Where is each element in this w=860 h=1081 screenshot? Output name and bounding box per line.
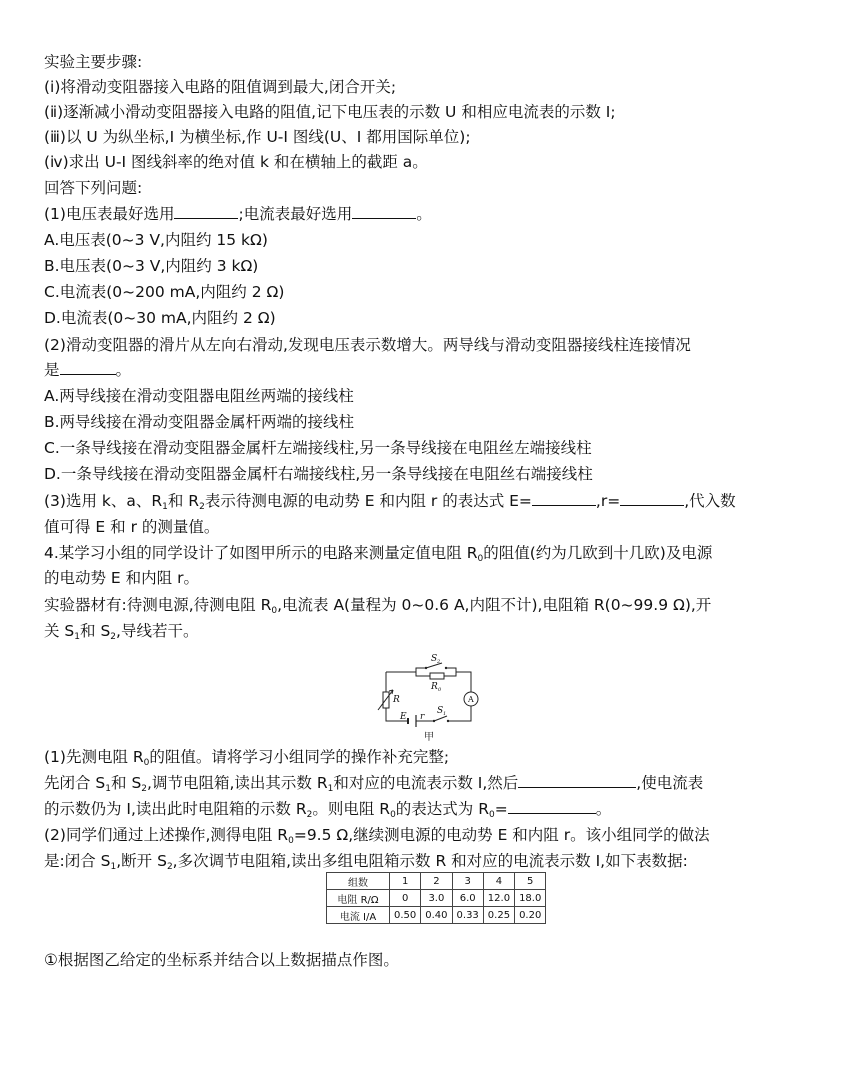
option-line: C.电流表(0~200 mA,内阻约 2 Ω) — [44, 283, 285, 301]
text-line: 是:闭合 $S_1$,断开 $S_2$,多次调节电阻箱,读出多组电阻箱示数 R 和对应的电流表示数 I,如下表数据: — [44, 852, 688, 872]
text-line: 的电动势 E 和内阻 r。 — [44, 569, 199, 587]
table-header-cell: 组数 — [327, 873, 390, 890]
question-line: (2)滑动变阻器的滑片从左向右滑动,发现电压表示数增大。两导线与滑动变阻器接线柱连接情况 — [44, 336, 691, 354]
table-cell: 6.0 — [452, 890, 483, 907]
option-line: A.电压表(0~3 V,内阻约 15 kΩ) — [44, 231, 268, 249]
question-line: (1)先测电阻 $R_0$的阻值。请将学习小组同学的操作补充完整; — [44, 748, 450, 768]
circuit-diagram — [376, 650, 496, 740]
question-line: 是 。 — [44, 361, 132, 379]
text-line: 的示数仍为 I,读出此时电阻箱的示数 $R_2$。则电阻 $R_0$的表达式为 $R_0=$ 。 — [44, 800, 612, 820]
text-line: 实验器材有:待测电源,待测电阻 $R_0$,电流表 A(量程为 0~0.6 A,内阻不计),电阻箱 R(0~99.9 Ω),开 — [44, 596, 712, 616]
answer-blank[interactable] — [174, 204, 238, 219]
table-header-cell: 4 — [483, 873, 514, 890]
label-s2: S — [431, 654, 438, 664]
svg-text:2: 2 — [437, 659, 441, 665]
svg-text:0: 0 — [438, 687, 442, 693]
table-header-cell: 5 — [515, 873, 546, 890]
wire — [416, 672, 430, 676]
answer-blank[interactable] — [532, 491, 596, 506]
table-cell: 18.0 — [515, 890, 546, 907]
text-line: (ⅲ)以 U 为纵坐标,I 为横坐标,作 U-I 图线(U、I 都用国际单位); — [44, 128, 471, 146]
text-line: (ⅱ)逐渐减小滑动变阻器接入电路的阻值,记下电压表的示数 U 和相应电流表的示数 I; — [44, 103, 616, 121]
table-cell: 0 — [390, 890, 421, 907]
text-line: ①根据图乙给定的坐标系并结合以上数据描点作图。 — [44, 951, 399, 969]
wire — [444, 672, 456, 676]
option-line: C.一条导线接在滑动变阻器金属杆左端接线柱,另一条导线接在电阻丝左端接线柱 — [44, 439, 592, 457]
table-cell: 0.20 — [515, 907, 546, 924]
question-line: 4.某学习小组的同学设计了如图甲所示的电路来测量定值电阻 $R_0$的阻值(约为几欧到十几欧)及电源 — [44, 544, 713, 564]
answer-blank[interactable] — [60, 360, 116, 375]
table-cell: 3.0 — [421, 890, 452, 907]
wire — [448, 706, 471, 721]
answer-blank[interactable] — [352, 204, 416, 219]
option-line: B.两导线接在滑动变阻器金属杆两端的接线柱 — [44, 413, 355, 431]
label-s1: S — [437, 706, 444, 716]
text-line: (ⅳ)求出 U-I 图线斜率的绝对值 k 和在横轴上的截距 a。 — [44, 153, 428, 171]
table-header-cell: 1 — [390, 873, 421, 890]
label-r: R — [393, 695, 400, 705]
wire — [416, 668, 426, 672]
question-line: (3)选用 k、a、$R_1$和 $R_2$表示待测电源的电动势 E 和内阻 r 的表达式 E= ,r= ,代入数 — [44, 492, 736, 512]
figure-caption: 甲 — [424, 732, 434, 743]
table-row-label: 电流 I/A — [327, 907, 390, 924]
variable-arrow — [378, 690, 393, 710]
table-row-label: 电阻 R/Ω — [327, 890, 390, 907]
wire — [446, 668, 456, 672]
question-line: (1)电压表最好选用 ;电流表最好选用 。 — [44, 205, 432, 223]
label-e: E — [400, 712, 407, 722]
table-cell: 0.50 — [390, 907, 421, 924]
option-line: A.两导线接在滑动变阻器电阻丝两端的接线柱 — [44, 387, 354, 405]
answer-blank[interactable] — [508, 799, 596, 814]
text-line: 实验主要步骤: — [44, 53, 143, 71]
question-line: (2)同学们通过上述操作,测得电阻 $R_0=9.5$ Ω,继续测电源的电动势 E 和内阻 r。该小组同学的做法 — [44, 826, 710, 846]
data-table — [326, 872, 546, 924]
text-line: 值可得 E 和 r 的测量值。 — [44, 518, 220, 536]
option-line: B.电压表(0~3 V,内阻约 3 kΩ) — [44, 257, 259, 275]
text-line: 先闭合 $S_1$和 $S_2$,调节电阻箱,读出其示数 $R_1$和对应的电流表示数 I,然后 ,使电流表 — [44, 774, 704, 794]
text-line: 回答下列问题: — [44, 179, 143, 197]
table-cell: 12.0 — [483, 890, 514, 907]
label-r0: R — [431, 682, 438, 692]
table-header-cell: 3 — [452, 873, 483, 890]
resistor-r0 — [430, 673, 444, 679]
table-header-cell: 2 — [421, 873, 452, 890]
table-cell: 0.25 — [483, 907, 514, 924]
table-row — [327, 907, 546, 924]
table-row — [327, 890, 546, 907]
table-row — [327, 873, 546, 890]
svg-text:1: 1 — [443, 711, 447, 717]
label-ammeter: A — [468, 695, 474, 704]
answer-blank[interactable] — [620, 491, 684, 506]
answer-blank[interactable] — [518, 773, 636, 788]
table-cell: 0.40 — [421, 907, 452, 924]
wire — [456, 672, 471, 692]
text-line: 关 $S_1$和 $S_2$,导线若干。 — [44, 622, 199, 642]
table-cell: 0.33 — [452, 907, 483, 924]
text-line: (ⅰ)将滑动变阻器接入电路的阻值调到最大,闭合开关; — [44, 78, 397, 96]
option-line: D.电流表(0~30 mA,内阻约 2 Ω) — [44, 309, 276, 327]
option-line: D.一条导线接在滑动变阻器金属杆右端接线柱,另一条导线接在电阻丝右端接线柱 — [44, 465, 593, 483]
label-r-internal: r — [420, 712, 425, 722]
